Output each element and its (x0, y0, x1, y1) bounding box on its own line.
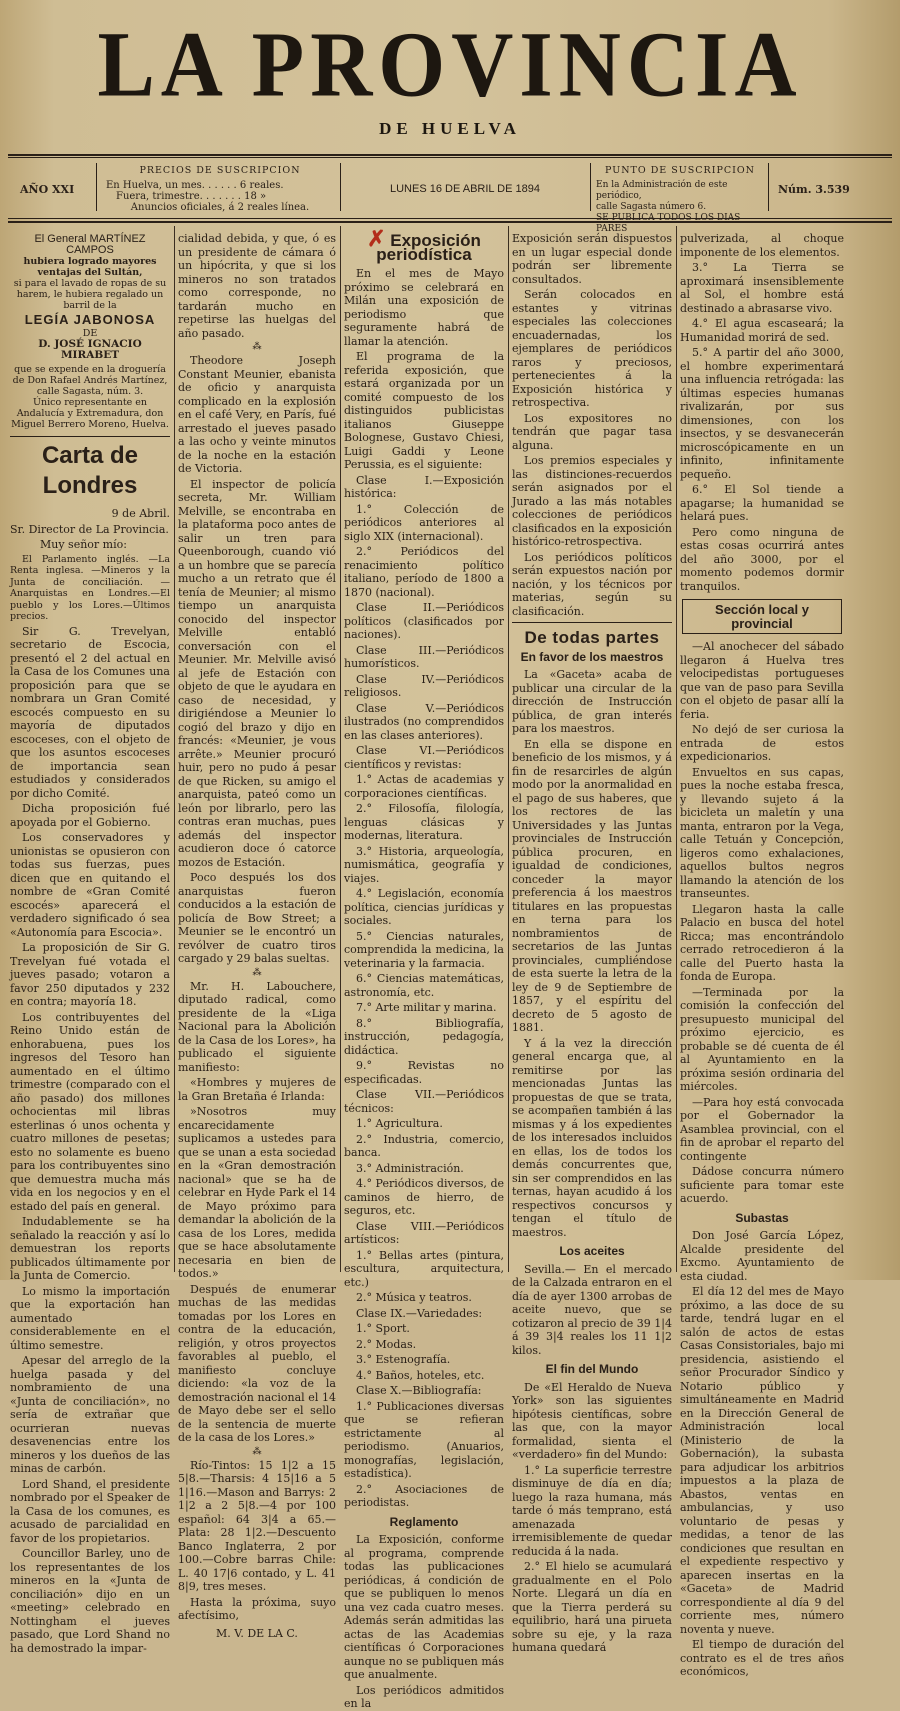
section-rule (10, 436, 170, 437)
paragraph: 2.° El hielo se acumulará gradualmente en el Polo Norte. Llegará un día en que la Tierra perderá su equilibrio, hará una pirueta sobre su eje, y la raza humana quedará (512, 1560, 672, 1654)
paragraph: De «El Heraldo de Nueva York» son las siguientes hipótesis científicas, sobre las que, con la mayor formalidad, sienta el «verdadero» fin del Mundo: (512, 1380, 672, 1461)
paragraph: Hasta la próxima, suyo afectísimo, (178, 1595, 336, 1622)
article-title: Exposición periodística (376, 231, 481, 264)
paragraph: Los expositores no tendrán que pagar tasa alguna. (512, 411, 672, 452)
ad-line: si para el lavado de ropas de su harem, le hubiera regalado un barril de la (13, 278, 167, 311)
class-item: Clase V.—Periódicos ilustrados (no comprendidos en las clases anteriores). (344, 701, 504, 742)
column-rule (508, 226, 509, 1272)
column-1 (10, 226, 170, 1655)
class-item: 1.° Actas de academias y corporaciones científicas. (344, 773, 504, 800)
class-item: Clase I.—Exposición histórica: (344, 473, 504, 500)
class-item: 4.° Periódicos diversos, de caminos de hierro, de seguros, etc. (344, 1177, 504, 1217)
ad-line: DE (82, 328, 98, 339)
paragraph: El programa de la referida exposición, que estará organizada por un comité compuesto de los distinguidos publicistas italianos Giuseppe Bolognese, Gustavo Chiesi, Luigi Gaddi y Leone Perussia, es el siguiente: (344, 350, 504, 471)
paragraph: 6.° El Sol tiende a apagarse; la humanidad se helará pues. (680, 483, 844, 523)
header-rule-bottom (8, 221, 892, 223)
issue-date: LUNES 16 DE ABRIL DE 1894 (389, 183, 540, 195)
paragraph: cialidad debida, y que, ó es un presidente de cámara ó un hipócrita, y que si los mineros no son tratados como corresponde, no tardarán mucho en repetirse las huelgas del año pasado. (178, 232, 336, 340)
masthead-title: LA PROVINCIA (97, 12, 803, 116)
subs-heading: PRECIOS DE SUSCRIPCION (139, 165, 301, 176)
paragraph: La Exposición, conforme al programa, comprende todas las publicaciones periódicas, á condición de que se publiquen lo menos una vez cada cuatro meses. Además serán admitidas las actas de las Academias científicas ó Corporaciones aunque no se publiquen más que anualmente. (344, 1533, 504, 1681)
subscription-prices (106, 159, 334, 215)
paragraph: Río-Tintos: 15 1|2 a 15 5|8.—Tharsis: 4 15|16 a 5 1|16.—Mason and Barrys: 2 1|2 a 2 5|8.—4 por 100 español: 64 3|4 a 65.—Plata: 28 1|2.—Descuento Banco Inglaterra, 2 por 100.—Cobre barras Chile: L. 40 17|6 contado, y L. 41 8|9, tres meses. (178, 1458, 336, 1593)
ad-line: Único representante en Andalucía y Extremadura, don Miguel Berrero Moreno, Huelva. (11, 397, 169, 430)
class-item: 2.° Modas. (356, 1337, 417, 1351)
class-item: Clase III.—Periódicos humorísticos. (344, 643, 504, 670)
paragraph: «Hombres y mujeres de la Gran Bretaña é Irlanda: (178, 1076, 336, 1103)
column-5 (680, 226, 844, 1678)
paragraph: 4.° El agua escaseará; la Humanidad morirá de sed. (680, 317, 844, 344)
subs-line-1: En Huelva, un mes. . . . . . 6 reales. (106, 180, 284, 191)
class-item: 2.° Música y teatros. (356, 1291, 472, 1304)
point-line-1: En la Administración de este periódico, (596, 180, 728, 201)
paragraph: Los periódicos admitidos en la (344, 1683, 504, 1710)
paragraph: Councillor Barley, uno de los representantes de los mineros en la «Junta de conciliación» dijo en un «meeting» celebrado en Nottingham el jueves pasado, que Lord Shand no ha demostrado la impar- (10, 1547, 170, 1655)
paragraph: Los conservadores y unionistas se opusieron con todas sus fuerzas, pues dicen que en quitando el nombre de «Gran Comité escocés» aparecerá el verdadero significado ó sea «Autonomía para Escocia». (10, 831, 170, 939)
class-item: 4.° Legislación, economía política, ciencias jurídicas y sociales. (344, 887, 504, 927)
paragraph: Sevilla.— En el mercado de la Calzada entraron en el día de ayer 1300 arrobas de aceite nuevo, que se cotizaron al precio de 39 1|4 á 39 3|4 reales los 11 1|2 kilos. (512, 1262, 672, 1357)
paragraph: El tiempo de duración del contrato es el de tres años económicos, (680, 1638, 844, 1678)
subsection-title: Subastas (735, 1210, 789, 1225)
paragraph: La proposición de Sir G. Trevelyan fué votada el jueves pasado; votaron a favor 250 diputados y 232 en contra; mayoría 18. (10, 941, 170, 1008)
class-item: Clase VII.—Periódicos técnicos: (344, 1088, 504, 1115)
paragraph: »Nosotros muy encarecidamente suplicamos a ustedes para que se unan a esta sociedad en la «Gran demostración nacional» que se ha de celebrar en Hyde Park el 14 de Mayo próximo para demandar la abolición de la casa de los Lores, medida que se hace absolutamente necesaria en bien de todos.» (178, 1105, 336, 1280)
year-label: AÑO XXI (20, 183, 75, 196)
paragraph: Después de enumerar muchas de las medidas tomadas por los Lores en contra de la educación, religión, y otros proyectos favorables al pueblo, el manifiesto concluye diciendo: «la voz de la demostración nacional el 14 de Mayo debe ser el sello de la sentencia de muerte de la casa de los Lores.» (178, 1282, 336, 1444)
paragraph: Envueltos en sus capas, pues la noche estaba fresca, y llevando sujeto á la bicicleta un maletín y una manta, entraron por la Vega, calle Tetuán y Concepción, ligeros como exhalaciones, aquellos bultos negros llamando la atención de los transeuntes. (680, 765, 844, 900)
article-title: Carta de Londres (41, 442, 139, 499)
class-item: 7.° Arte militar y marina. (356, 1001, 497, 1014)
separator-stars: ⁂ (252, 967, 262, 978)
info-divider (768, 163, 769, 211)
paragraph: Theodore Joseph Constant Meunier, ebanista de oficio y anarquista complicado en la explosión en el café Very, en París, fué arrestado el jueves pasado a las ocho y veinte minutos de la noche en la estación de Victoria. (178, 354, 336, 475)
signature: M. V. DE LA C. (216, 1626, 298, 1640)
class-item: Clase II.—Periódicos políticos (clasificados por naciones). (344, 601, 504, 641)
article-greeting: Muy señor mío: (40, 538, 127, 551)
paragraph: 3.° La Tierra se aproximará insensiblemente al Sol, el hombre está destinado a abrasarse vivo. (680, 261, 844, 315)
paragraph: —Para hoy está convocada por el Gobernador la Asamblea provincial, con el fin de aprobar el reparto del contingente (680, 1095, 844, 1163)
paragraph: Serán colocados en estantes y vitrinas especiales las colecciones encuadernadas, los ejemplares de periódicos raros y preciosos, pertenecientes á la Exposición histórica y retrospectiva. (512, 288, 672, 409)
paragraph: En ella se dispone en beneficio de los mismos, y á fin de resarcirles de algún modo por la anormalidad en el pago de sus haberes, que los rectores de las Universidades y las Juntas provinciales de Instrucción pública procuren, en igualdad de condiciones, conceder la mayor preferencia á los maestros titulares en las propuestas en terna para los nombramientos de secretarios de las Juntas provinciales, cumpliéndose de esta suerte la letra de la ley de 9 de Septiembre de 1857, y el espíritu del decreto de 5 agosto de 1881. (512, 737, 672, 1034)
class-item: 9.° Revistas no especificadas. (344, 1059, 504, 1086)
paragraph: El día 12 del mes de Mayo próximo, a las doce de su tarde, tendrá lugar en el salón de actos de estas Casas Consistoriales, bajo mi presidencia, asistiendo el señor Procurador Síndico y Notario público y simultáneamente en Madrid en la Dirección General de Administración local (Ministerio de la Gobernación), la subasta para adjudicar los arbitrios impuestos a la plaza de Abastos, ventas en ambulancias, y uso voluntario de pesas y medidas, a tenor de las condiciones que resultan en el expediente respectivo y aparecen insertas en la «Gaceta» de Madrid correspondiente al día 9 del corriente mes, número noventa y nueve. (680, 1285, 844, 1636)
class-item: 2.° Industria, comercio, banca. (344, 1132, 504, 1159)
column-rule (174, 226, 175, 1272)
paragraph: Poco después los dos anarquistas fueron conducidos a la estación de policía de Bow Street; a Meunier se le encontró un revólver de cuatro tiros cargado y 29 balas sueltas. (178, 871, 336, 965)
header-rule-top-thin (8, 157, 892, 158)
subscription-point (596, 159, 764, 234)
class-item: 2.° Filosofía, filología, lenguas clásicas y modernas, literatura. (344, 802, 504, 842)
class-item: 1.° Colección de periódicos anteriores al siglo XIX (internacional). (344, 502, 504, 543)
class-item: Clase VI.—Periódicos científicos y revistas: (344, 744, 504, 771)
header-rule-top (8, 154, 892, 156)
class-item: Clase VIII.—Periódicos artísticos: (344, 1219, 504, 1246)
issue-number: Núm. 3.539 (778, 183, 850, 196)
paragraph: Lo mismo la importación que la exportación han aumentado considerablemente en el último semestre. (10, 1284, 170, 1352)
paragraph: Indudablemente se ha señalado la reacción y así lo demuestran los reports publicados últimamente por la Junta de Comercio. (10, 1215, 170, 1282)
paragraph: La «Gaceta» acaba de publicar una circular de la dirección de Instrucción pública, de gran interés para los maestros. (512, 668, 672, 735)
soap-advertisement (10, 234, 170, 430)
subsection-title: En favor de los maestros (520, 649, 664, 664)
class-item: 1.° Publicaciones diversas que se refieran estrictamente al periodismo. (Anuarios, monografías, legislación, estadística). (344, 1399, 504, 1480)
paragraph: Sir G. Trevelyan, secretario de Escocia, presentó el 2 del actual en la Casa de los Comunes una proposición para que se nombrara un Gran Comité escocés compuesto en su mayoría de diputados escoceses, con el objeto de que los asuntos escoceses de importancia sean estudiados y considerados por dicho Comité. (10, 624, 170, 800)
ad-line: hubiera logrado mayores ventajas del Sultán, (23, 256, 157, 278)
paragraph: Los contribuyentes del Reino Unido están de enhorabuena, pues los ingresos del Tesoro han aumentado en el último trimestre (comparado con el año pasado) dos millones ochocientas mil libras esterlinas ó unos ochenta y cuatro millones de pesetas; esto no solamente es bueno para los contribuyentes sino que demuestra mucha más vida en los negocios y en el estado del país en general. (10, 1010, 170, 1213)
paragraph: Lord Shand, el presidente nombrado por el Speaker de la Casa de los comunes, es acusado de parcialidad en favor de los propietarios. (10, 1477, 170, 1545)
ad-brand: LEGÍA JABONOSA (24, 312, 156, 327)
paragraph: Apesar del arreglo de la huelga pasada y del nombramiento de una «Junta de conciliación», no sería de extrañar que ocurrieran nuevas desavenencias entre los mineros y los dueños de las minas de carbón. (10, 1354, 170, 1475)
article-greeting: Sr. Director de La Provincia. (10, 522, 169, 536)
info-divider (590, 163, 591, 211)
class-item: 8.° Bibliografía, instrucción, pedagogía, didáctica. (344, 1016, 504, 1057)
handwritten-mark: ✗ (367, 226, 386, 251)
section-rule (512, 622, 672, 623)
masthead-subtitle: DE HUELVA (379, 119, 521, 138)
class-item: 1.° Bellas artes (pintura, escultura, arquitectura, etc.) (344, 1248, 504, 1289)
class-item: 3.° Estenografía. (356, 1353, 451, 1366)
class-item: 4.° Baños, hoteles, etc. (356, 1368, 485, 1382)
point-line-3: SE PUBLICA TODOS LOS DIAS PARES (596, 213, 741, 234)
paragraph: Pero como ninguna de estas cosas ocurrirá antes del año 3000, por el momento podemos dormir tranquilos. (680, 525, 844, 593)
paragraph: Dádose concurra número suficiente para tomar este acuerdo. (680, 1165, 844, 1205)
ad-line: que se expende en la droguería de Don Rafael Andrés Martínez, calle Sagasta, núm. 3. (12, 364, 168, 397)
point-line-2: calle Sagasta número 6. (596, 202, 707, 212)
separator-stars: ⁂ (252, 1446, 262, 1457)
class-item: Clase IX.—Variedades: (356, 1306, 483, 1320)
paragraph: Don José García López, Alcalde presidente del Excmo. Ayuntamiento de esta ciudad. (680, 1229, 844, 1283)
class-item: Clase IV.—Periódicos religiosos. (344, 672, 504, 699)
class-item: 2.° Asociaciones de periodistas. (344, 1482, 504, 1509)
paragraph: Los premios especiales y las distinciones-recuerdos serán asignados por el Jurado a las más notables colecciones de periódicos clasificados en la exposición histórico-retrospectiva. (512, 454, 672, 548)
class-item: 3.° Administración. (356, 1161, 464, 1175)
separator-stars: ⁂ (252, 342, 262, 352)
header-rule-bottom-thin (8, 218, 892, 219)
article-summary: El Parlamento inglés. —La Renta inglesa. —Mineros y la Junta de conciliación. —Anarquistas en Londres.—El pueblo y los Lores.—Últimos precios. (10, 553, 170, 622)
column-rule (340, 226, 341, 1272)
column-4 (512, 226, 672, 1654)
ad-line: El General MARTÍNEZ CAMPOS (34, 233, 146, 256)
subsection-title: Los aceites (559, 1244, 625, 1258)
paragraph: 5.° A partir del año 3000, el hombre experimentará una influencia retrógada: las últimas especies humanas rivalizarán, por sus dimensiones, con los insectos, y se desvanecerán microscópicamente en un infinito, infinitamente pequeño. (680, 346, 844, 481)
paragraph: El inspector de policía secreta, Mr. William Melville, se encontraba en la plataforma poco antes de salir un tren para Queenborough, cuando vió a un hombre que se parecía mucho a un retrato que él tenía de Meunier; al mismo tiempo un anarquista conocido del inspector Melville entabló conversación con el Meunier. Mr. Melville avisó al jefe de Estación con objeto de que le ayudara en caso de necesidad, y dirigiéndose a Meunier lo cogió del brazo y dijo en francés: «Meunier, je vous arrête.» Meunier procuró huir, pero no pudo á pesar de que Ricken, su amigo el anarquista, pateó como un león por librarlo, pero las contras eran muchas, pues además del inspector acudieron doce ó catorce mozos de Estación. (178, 477, 336, 869)
paragraph: No dejó de ser curiosa la entrada de estos expedicionarios. (680, 723, 844, 763)
paragraph: En el mes de Mayo próximo se celebrará en Milán una exposición de periodismo que seguramente habrá de llamar la atención. (344, 267, 504, 348)
subs-line-3: Anuncios oficiales, á 2 reales línea. (130, 202, 310, 213)
class-item: 3.° Historia, arqueología, numismática, geografía y viajes. (344, 844, 504, 885)
paragraph: Llegaron hasta la calle Palacio en busca del hotel Ricca; mas encontrándolo cerrado retrocedieron á la calle del Puerto hasta la fonda de Europa. (680, 902, 844, 983)
class-item: 2.° Periódicos del renacimiento político italiano, período de 1800 a 1870 (nacional). (344, 545, 504, 599)
paragraph: pulverizada, al choque imponente de los elementos. (680, 232, 844, 259)
column-2 (178, 226, 336, 1640)
subsection-title: El fin del Mundo (545, 1362, 639, 1376)
info-divider (340, 163, 341, 211)
column-3 (344, 226, 504, 1710)
article-heading (344, 226, 504, 264)
paragraph: Y á la vez la dirección general encarga que, al remitirse por las mencionadas Juntas las propuestas de que se trata, se acompañen también á las mismas y á los expedientes de los interesados incluidos en ellas, los de todos los demás concurrentes que, sin ser comprendidos en las ternas, hayan acudido á los respectivos concursos y tengan el título de maestros. (512, 1036, 672, 1239)
class-item: 1.° Sport. (356, 1322, 410, 1335)
paragraph: —Terminada por la comisión la confección del presupuesto municipal del próximo ejercicio, es probable se dé cuenta de él al Ayuntamiento en la próxima sesión ordinaria del miércoles. (680, 985, 844, 1093)
subs-line-2: Fuera, trimestre. . . . . . . 18 » (116, 191, 267, 202)
paragraph: Dicha proposición fué apoyada por el Gobierno. (10, 802, 170, 829)
article-date: 9 de Abril. (111, 507, 170, 520)
column-rule (676, 226, 677, 1272)
section-title: Sección local y provincial (682, 599, 842, 634)
class-item: Clase X.—Bibliografía: (356, 1384, 482, 1397)
class-item: 5.° Ciencias naturales, comprendida la medicina, la veterinaria y la farmacia. (344, 929, 504, 970)
class-item: 1.° Agricultura. (356, 1117, 443, 1130)
section-title: De todas partes (524, 628, 660, 647)
class-item: 6.° Ciencias matemáticas, astronomía, etc. (344, 972, 504, 999)
info-bar (8, 159, 892, 234)
paragraph: —Al anochecer del sábado llegaron á Huelva tres velocipedistas portugueses que van de paso para Sevilla con el objeto de pasar allí la feria. (680, 640, 844, 721)
paragraph: Los periódicos políticos serán expuestos nación por nación, y los técnicos por materias, según su clasificación. (512, 550, 672, 618)
info-divider (96, 163, 97, 211)
paragraph: 1.° La superficie terrestre disminuye de día en día; luego la raza humana, más tarde ó más temprano, está amenazada irremisiblemente de quedar reducida á la nada. (512, 1463, 672, 1558)
ad-owner: D. JOSÉ IGNACIO MIRABET (38, 338, 142, 361)
subsection-title: Reglamento (389, 1514, 459, 1529)
paragraph: Exposición serán dispuestos en un lugar especial donde podrán ser libremente consultados. (512, 232, 672, 286)
point-heading: PUNTO DE SUSCRIPCION (605, 165, 755, 176)
paragraph: Mr. H. Labouchere, diputado radical, como presidente de la «Liga Nacional para la Abolición de la Casa de los Lores», ha publicado el siguiente manifiesto: (178, 979, 336, 1074)
